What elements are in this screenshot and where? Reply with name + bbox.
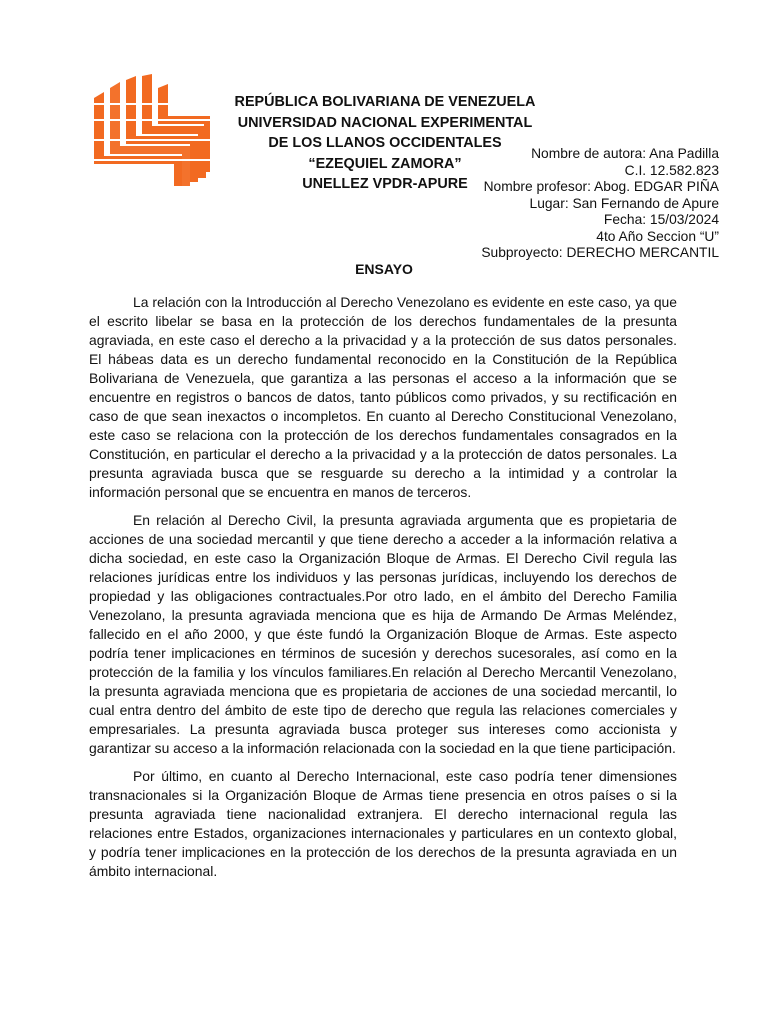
subproject: Subproyecto: DERECHO MERCANTIL (481, 245, 719, 260)
header-country: REPÚBLICA BOLIVARIANA DE VENEZUELA (234, 94, 536, 110)
document-title: ENSAYO (355, 261, 413, 277)
header-university: UNIVERSIDAD NACIONAL EXPERIMENTAL (237, 114, 533, 131)
author-info (389, 146, 719, 262)
header-region: DE LOS LLANOS OCCIDENTALES (268, 135, 502, 152)
header-campus: UNELLEZ VPDR-APURE (302, 176, 468, 193)
professor-name: Nombre profesor: Abog. EDGAR PIÑA (483, 179, 719, 194)
essay-body (89, 293, 677, 890)
date: Fecha: 15/03/2024 (603, 212, 719, 227)
header-namesake: “EZEQUIEL ZAMORA” (308, 155, 462, 172)
place: Lugar: San Fernando de Apure (529, 195, 719, 211)
paragraph: La relación con la Introducción al Derecho Venezolano es evidente en este caso, ya que el escrito libelar se basa en la protección de los derechos fundamentales de la presunta agraviada, en este caso el derecho a la privacidad y a la protección de sus datos personales. El hábeas data es un derecho fundamental reconocido en la Constitución de la República Bolivariana de Venezuela, que garantiza a las personas el acceso a la información que se encuentre en registros o bancos de datos, tanto públicos como privados, y su rectificación en caso de que sean inexactos o incompletos. En cuanto al Derecho Constitucional Venezolano, este caso se relaciona con la protección de los derechos fundamentales consagrados en la Constitución, en particular el derecho a la privacidad y a la protección de datos personales. La presunta agraviada busca que se resguarde su derecho a la intimidad y a controlar la información personal que se encuentra en manos de terceros. (89, 294, 677, 500)
paragraph: Por último, en cuanto al Derecho Internacional, este caso podría tener dimensiones transnacionales si la Organización Bloque de Armas tiene presencia en otros países o si la presunta agraviada tiene nacionalidad extranjera. El derecho internacional regula las relaciones entre Estados, organizaciones internacionales y particulares en un contexto global, y podría tener implicaciones en la protección de los derechos de la presunta agraviada en un ámbito internacional. (89, 768, 677, 879)
section: 4to Año Seccion “U” (596, 228, 719, 244)
author-ci: C.I. 12.582.823 (624, 162, 719, 178)
university-logo (90, 74, 210, 190)
author-name: Nombre de autora: Ana Padilla (531, 146, 719, 161)
paragraph: En relación al Derecho Civil, la presunta agraviada argumenta que es propietaria de acciones de una sociedad mercantil y que tiene derecho a acceder a la información relativa a dicha sociedad, en este caso la Organización Bloque de Armas. El Derecho Civil regula las relaciones jurídicas entre los individuos y las personas jurídicas, incluyendo los derechos de propiedad y las obligaciones contractuales.Por otro lado, en el ámbito del Derecho Familia Venezolano, la presunta agraviada menciona que es hija de Armando De Armas Meléndez, fallecido en el año 2000, y que éste fundó la Organización Bloque de Armas. Este aspecto podría tener implicaciones en términos de sucesión y derechos sucesorales, así como en la protección de la familia y los vínculos familiares.En relación al Derecho Mercantil Venezolano, la presunta agraviada menciona que es propietaria de acciones de una sociedad mercantil, lo cual entra dentro del ámbito de este tipo de derecho que regula las relaciones comerciales y empresariales. La presunta agraviada busca proteger sus intereses como accionista y garantizar su acceso a la información relacionada con la sociedad en la que tiene participación. (89, 512, 677, 756)
